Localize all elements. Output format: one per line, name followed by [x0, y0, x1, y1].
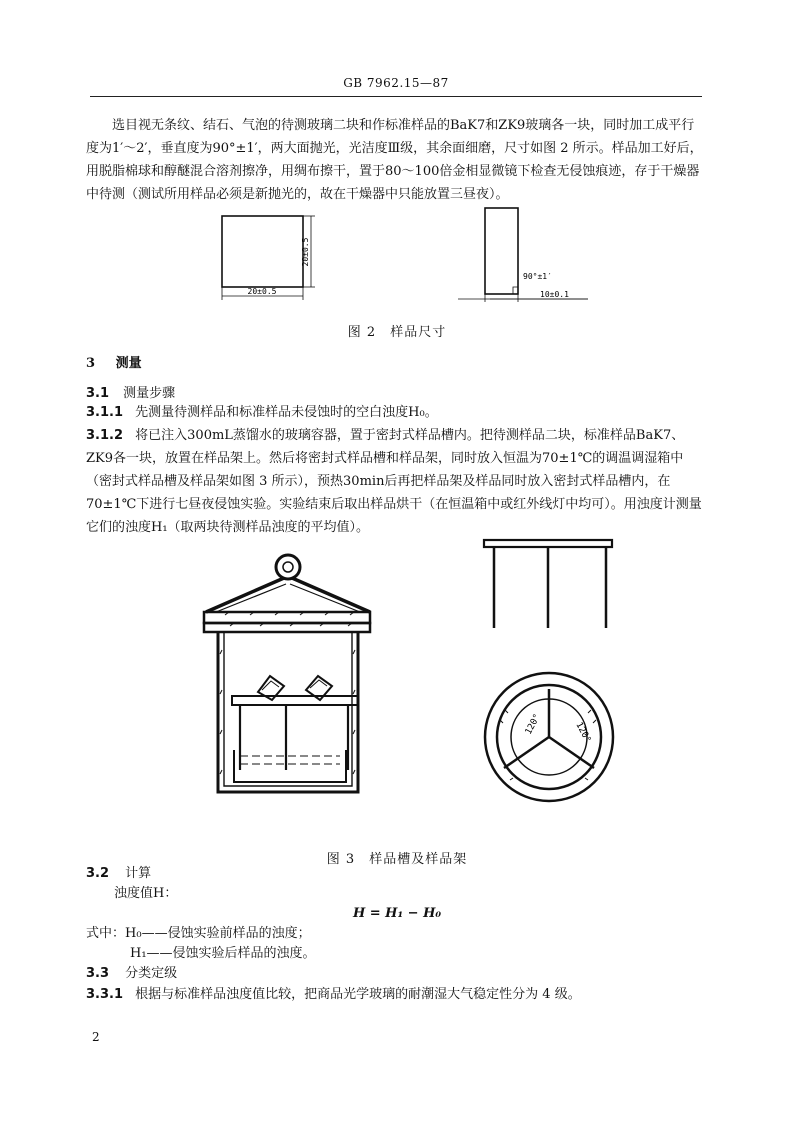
- dim-height-label: 20±0.5: [301, 237, 310, 267]
- angle-left-label: 120°: [523, 712, 543, 737]
- section-3-2-title: 计算: [125, 866, 152, 881]
- section-3-3: [86, 962, 177, 985]
- section-3-number: 3: [86, 356, 96, 371]
- sample-rack-top-view: [485, 673, 613, 801]
- section-3-1-number: 3.1: [86, 386, 110, 401]
- dim-width-label: 20±0.5: [247, 287, 277, 296]
- page-number: 2: [92, 1030, 100, 1044]
- where-label: 式中：: [86, 926, 126, 941]
- section-3-1-2: [86, 424, 706, 539]
- section-3-3-title: 分类定级: [125, 966, 178, 981]
- definition-h0: H₀——侵蚀实验前样品的浊度；: [125, 926, 311, 941]
- intro-paragraph: 选目视无条纹、结石、气泡的待测玻璃二块和作标准样品的BaK7和ZK9玻璃各一块，同时加工成平行度为1′～2′，垂直度为90°±1′，两大面抛光，光洁度Ⅲ级，其余面细磨，尺寸如图 2 所示。样品加工好后，用脱脂棉球和醇醚混合溶剂擦净，用绸布擦干，置于80～100倍金相显微镜下检查无侵蚀痕迹，存于干燥器中待测（测试所用样品必须是新抛光的，故在干燥器中只能放置三昼夜）。: [86, 118, 703, 202]
- turbidity-label: 浊度值H：: [114, 886, 178, 901]
- section-3-1-1-number: 3.1.1: [86, 405, 124, 420]
- dim-thickness-label: 10±0.1: [540, 290, 569, 299]
- section-3-1-1: [86, 401, 706, 424]
- sample-face-square: [222, 216, 303, 287]
- header-rule: [90, 96, 702, 97]
- definition-h1: H₁——侵蚀实验后样品的浊度。: [130, 946, 316, 961]
- section-3-3-1-text: 根据与标准样品浊度值比较，把商品光学玻璃的耐潮湿大气稳定性分为 4 级。: [135, 987, 581, 1002]
- section-3-2-number: 3.2: [86, 866, 110, 881]
- sealed-sample-tank: [204, 555, 370, 792]
- document-code: GB 7962.15—87: [343, 76, 449, 90]
- section-3-3-1-number: 3.3.1: [86, 987, 124, 1002]
- section-3-heading: [86, 352, 142, 371]
- section-3-1-title: 测量步骤: [123, 386, 176, 401]
- sample-side-view: [485, 208, 518, 294]
- section-3-1-1-text: 先测量待测样品和标准样品未侵蚀时的空白浊度H₀。: [135, 405, 438, 420]
- figure-2-drawing: [200, 206, 600, 312]
- formula: H = H₁ − H₀: [352, 906, 442, 921]
- angle-label: 90°±1′: [523, 272, 552, 281]
- figure-2-caption: 图 2 样品尺寸: [347, 325, 447, 340]
- section-3-1-2-number: 3.1.2: [86, 428, 124, 443]
- hook-ring: [276, 555, 300, 579]
- section-3-3-number: 3.3: [86, 966, 110, 981]
- angle-right-label: 120°: [573, 720, 593, 745]
- figure-3-drawing: [200, 530, 630, 832]
- figure-3-caption: 图 3 样品槽及样品架: [326, 852, 468, 867]
- sample-rack-side-view: [484, 540, 612, 628]
- section-3-1-2-text: 将已注入300mL蒸馏水的玻璃容器，置于密封式样品槽内。把待测样品二块，标准样品BaK7、ZK9各一块，放置在样品架上。然后将密封式样品槽和样品架，同时放入恒温为70±1℃的调温调湿箱中（密封式样品槽及样品架如图 3 所示），预热30min后再把样品架及样品同时放入密封式样品槽内，在70±1℃下进行七昼夜侵蚀实验。实验结束后取出样品烘干（在恒温箱中或红外线灯中均可）。用浊度计测量它们的浊度H₁（取两块待测样品浊度的平均值）。: [86, 428, 702, 535]
- section-3-3-1: [86, 983, 706, 1006]
- section-3-title: 测量: [115, 356, 142, 371]
